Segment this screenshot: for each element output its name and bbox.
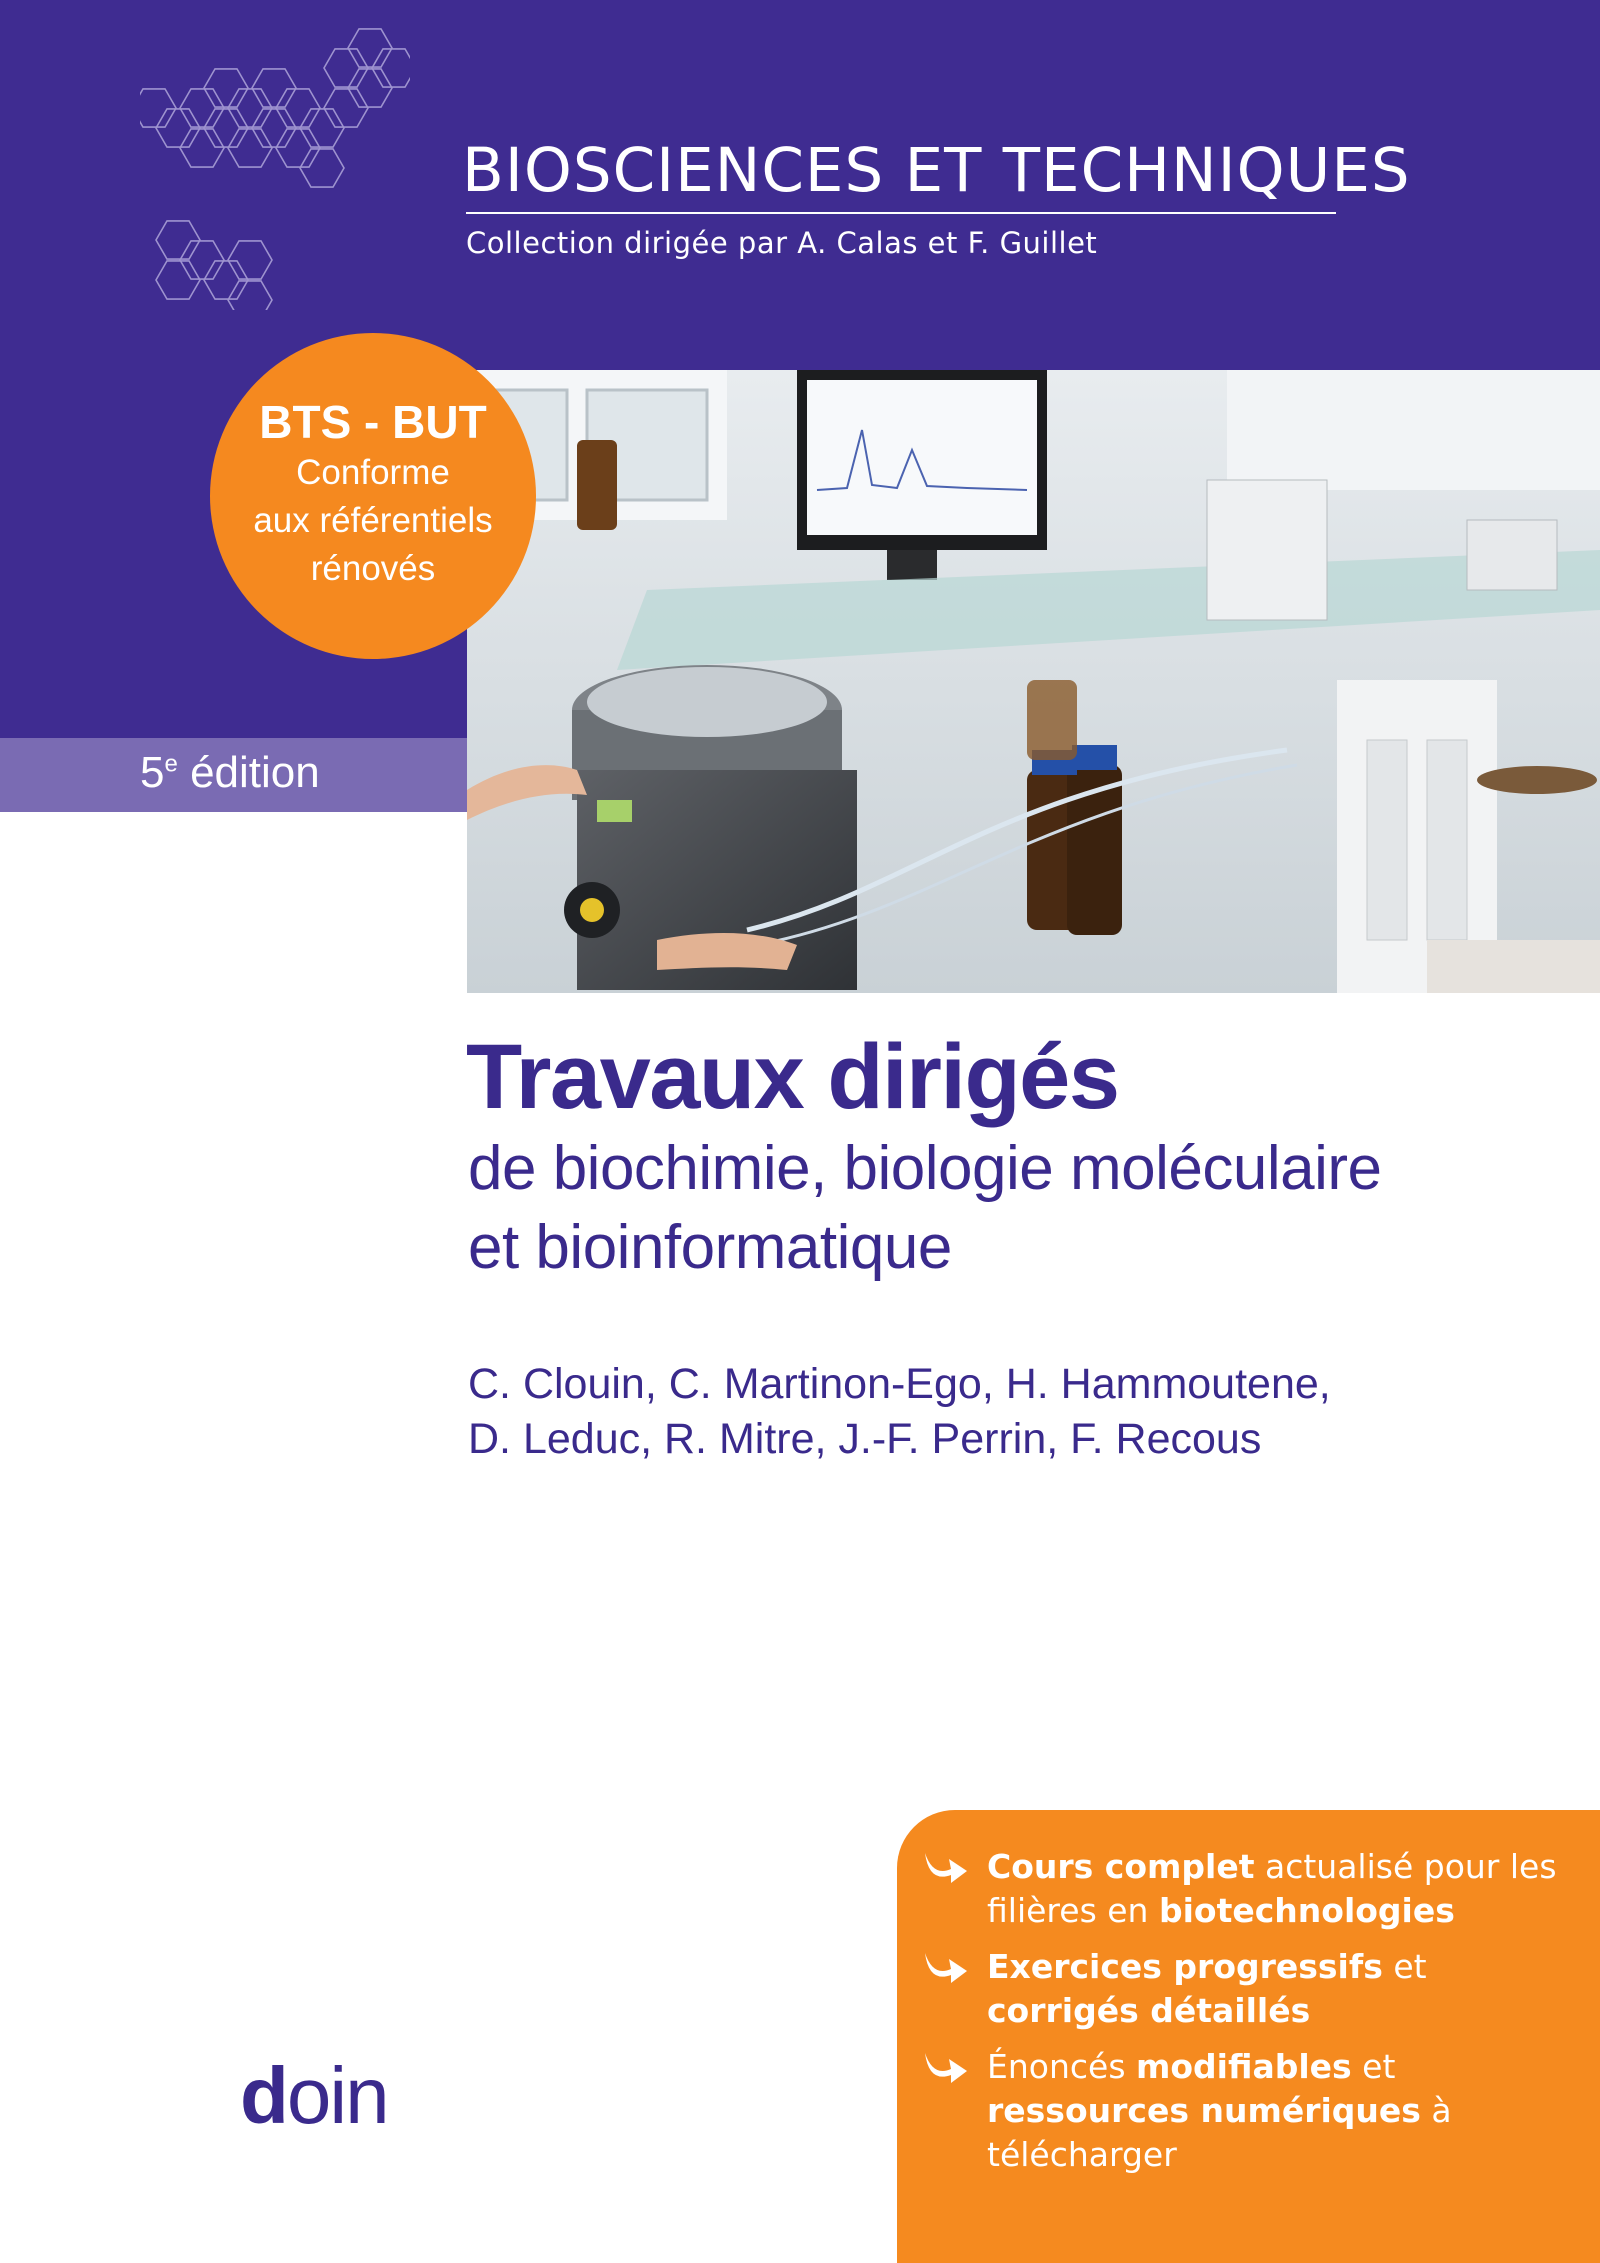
arrow-bullet-icon (923, 2047, 969, 2085)
laboratory-photo (467, 370, 1600, 993)
edition-word: édition (190, 748, 320, 797)
features-panel (897, 1810, 1600, 2263)
authors-line: C. Clouin, C. Martinon-Ego, H. Hammoutene, (468, 1360, 1331, 1408)
hexagon-shape (324, 89, 368, 127)
badge-title: BTS - BUT (259, 396, 487, 448)
publisher-logo-rest: oin (286, 2051, 388, 2140)
hexagon-shape (140, 89, 176, 127)
hexagon-shape (180, 89, 224, 127)
feature-text: et (1382, 1947, 1427, 1986)
feature-text: et (1351, 2047, 1396, 2086)
arrow-bullet-icon (923, 1847, 969, 1885)
arrow-bullet-icon (923, 1947, 969, 1985)
hexagon-shape (300, 149, 344, 187)
hexagon-shape (204, 69, 248, 107)
hexagon-shape (276, 89, 320, 127)
hexagon-shape (180, 129, 224, 167)
badge-line: Conforme (296, 453, 450, 492)
feature-text: Énoncés (987, 2047, 1136, 2086)
hexagon-shape (228, 129, 272, 167)
publisher-logo-initial: d (240, 2051, 287, 2140)
feature-text: ressources numériques (987, 2091, 1421, 2130)
hexagon-shape (228, 89, 272, 127)
collection-subtitle: Collection dirigée par A. Calas et F. Guillet (466, 226, 1098, 260)
feature-item (987, 1945, 1577, 2033)
feature-text: à télécharger (987, 2091, 1452, 2174)
book-subtitle-line: de biochimie, biologie moléculaire (468, 1134, 1382, 1203)
badge-line: aux référentiels (253, 501, 493, 540)
hexagon-shape (324, 49, 368, 87)
book-subtitle-line: et bioinformatique (468, 1213, 952, 1282)
hexagon-shape (156, 221, 200, 259)
hexagon-shape (372, 49, 410, 87)
hexagon-shape (348, 29, 392, 67)
feature-text: Exercices progressifs (987, 1947, 1383, 1986)
feature-item (987, 1845, 1577, 1933)
book-title: Travaux dirigés (466, 1026, 1119, 1128)
hexagon-shape (156, 261, 200, 299)
hexagon-shape (300, 109, 344, 147)
badge-line: rénovés (310, 549, 436, 588)
hexagon-shape (228, 241, 272, 279)
hexagon-shape (252, 109, 296, 147)
collection-title: BIOSCIENCES ET TECHNIQUES (462, 135, 1411, 206)
feature-text: actualisé pour les filières en (987, 1847, 1557, 1930)
feature-text: modifiables (1136, 2047, 1352, 2086)
hexagon-shape (156, 109, 200, 147)
hexagon-shape (276, 129, 320, 167)
feature-text: Cours complet (987, 1847, 1255, 1886)
hexagon-shape (348, 69, 392, 107)
feature-item (987, 2045, 1577, 2177)
hexagon-pattern-icon (140, 20, 410, 310)
hexagon-shape (204, 261, 248, 299)
bts-but-badge (210, 333, 536, 659)
hexagon-shape (252, 69, 296, 107)
publisher-logo (240, 2050, 388, 2142)
hexagon-shape (204, 109, 248, 147)
hexagon-shape (228, 281, 272, 310)
feature-text: corrigés détaillés (987, 1991, 1311, 2030)
authors-line: D. Leduc, R. Mitre, J.-F. Perrin, F. Recous (468, 1415, 1262, 1463)
hexagon-shape (180, 241, 224, 279)
edition-label (140, 748, 320, 798)
feature-text: biotechnologies (1158, 1891, 1455, 1930)
edition-number: 5 (140, 748, 165, 797)
collection-divider (466, 212, 1336, 214)
edition-superscript: e (164, 750, 178, 778)
